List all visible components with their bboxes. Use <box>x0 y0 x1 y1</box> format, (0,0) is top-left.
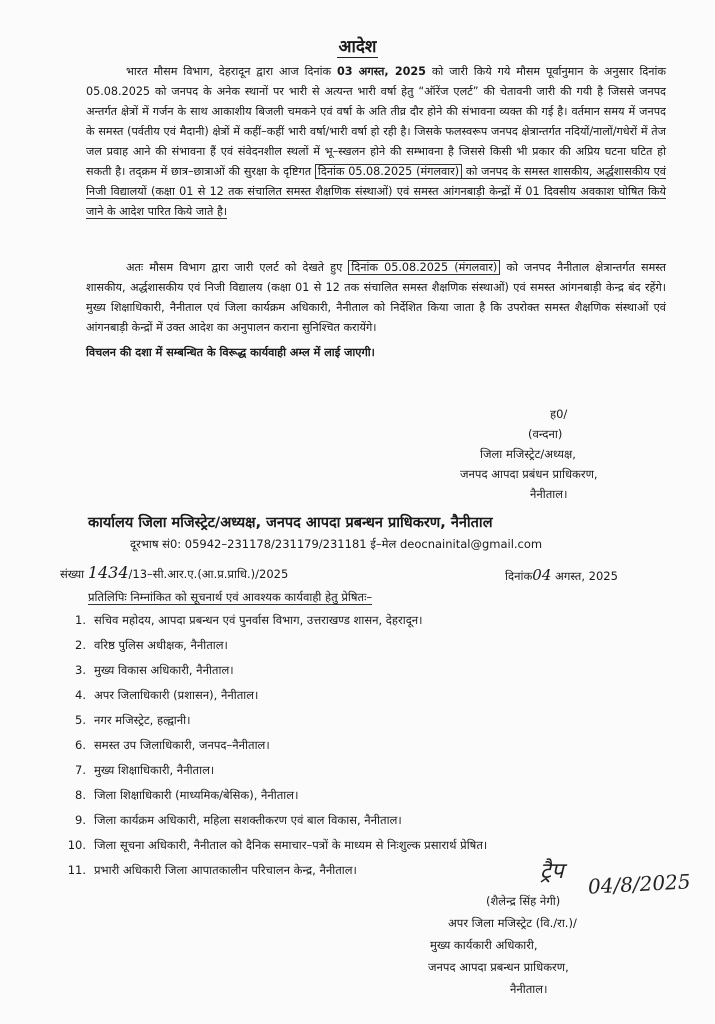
copy-recipient-item <box>50 688 690 713</box>
item-text: समस्त उप जिलाधिकारी, जनपद–नैनीताल। <box>94 738 270 752</box>
copy-recipient-item <box>50 613 690 638</box>
item-text: मुख्य शिक्षाधिकारी, नैनीताल। <box>94 763 215 777</box>
copy-recipient-item <box>50 738 690 763</box>
item-number: 8. <box>75 788 86 802</box>
holiday-date: दिनांक 05.08.2025 (मंगलवार) <box>315 164 462 179</box>
item-number: 9. <box>75 813 86 827</box>
item-text: जिला सूचना अधिकारी, नैनीताल को दैनिक समाचार–पत्रों के माध्यम से निःशुल्क प्रसारार्थ प्रेषित। <box>94 838 488 852</box>
item-text: अपर जिलाधिकारी (प्रशासन), नैनीताल। <box>94 688 259 702</box>
copy-recipient-item <box>50 813 690 838</box>
item-number: 7. <box>75 763 86 777</box>
letter-date: दिनांक04 अगस्त, 2025 <box>505 566 618 584</box>
item-text: जिला कार्यक्रम अधिकारी, महिला सशक्तीकरण एवं बाल विकास, नैनीताल। <box>94 813 402 827</box>
copy-heading: प्रतिलिपिः निम्नांकित को सूचनार्थ एवं आवश्यक कार्यवाही हेतु प्रेषितः– <box>88 590 373 604</box>
copy-recipient-item <box>50 838 690 863</box>
item-number: 2. <box>75 638 86 652</box>
item-number: 5. <box>75 713 86 727</box>
order-paragraph-2: अतः मौसम विभाग द्वारा जारी एलर्ट को देखते हुए दिनांक 05.08.2025 (मंगलवार) को जनपद नैनीताल क्षेत्रान्तर्गत समस्त शासकीय, अर्द्धशासकीय एवं निजी विद्यालय (कक्षा 01 से 12 तक संचालित समस्त शैक्षणिक संस्थाओं) एवं समस्त आंगनबाड़ी केन्द्र बंद रहेंगे। मुख्य शिक्षाधिकारी, नैनीताल एवं जिला कार्यक्रम अधिकारी, नैनीताल को निर्देशित किया जाता है कि उपरोक्त समस्त शैक्षणिक संस्थाओं एवं आंगनबाड़ी केन्द्रों में उक्त आदेश का अनुपालन कराना सुनिश्चित करायेंगे। <box>86 261 667 334</box>
item-number: 4. <box>75 688 86 702</box>
item-text: नगर मजिस्ट्रेट, हल्द्वानी। <box>94 713 191 727</box>
copy-recipient-item <box>50 638 690 663</box>
contact-line: दूरभाष सं0: 05942–231178/231179/231181 ई–मेल deocnainital@gmail.com <box>130 537 543 551</box>
copy-recipient-list <box>50 613 690 888</box>
item-number: 6. <box>75 738 86 752</box>
signatory-block-adm: (शैलेन्द्र सिंह नेगी) अपर जिला मजिस्ट्रेट (वि./रा.)/ मुख्य कार्यकारी अधिकारी, जनपद आपदा प्रबन्धन प्राधिकरण, नैनीताल। <box>428 894 577 996</box>
copy-recipient-item <box>50 663 690 688</box>
copy-recipient-item <box>50 713 690 738</box>
copy-recipient-item <box>50 788 690 813</box>
handwritten-signature: ट्रैप <box>540 859 564 884</box>
copy-recipient-item <box>50 763 690 788</box>
item-text: मुख्य विकास अधिकारी, नैनीताल। <box>94 663 234 677</box>
item-number: 10. <box>67 838 86 852</box>
forecast-date: 03 अगस्त, 2025 <box>337 65 426 78</box>
item-number: 11. <box>67 863 86 877</box>
handwritten-date: 04/8/2025 <box>587 869 692 899</box>
item-number: 1. <box>75 613 86 627</box>
item-text: जिला शिक्षाधिकारी (माध्यमिक/बेसिक), नैनीताल। <box>94 788 299 802</box>
office-heading: कार्यालय जिला मजिस्ट्रेट/अध्यक्ष, जनपद आपदा प्रबन्धन प्राधिकरण, नैनीताल <box>88 515 493 531</box>
item-text: प्रभारी अधिकारी जिला आपातकालीन परिचालन केन्द्र, नैनीताल। <box>94 863 357 877</box>
order-paragraph-1: भारत मौसम विभाग, देहरादून द्वारा आज दिनांक 03 अगस्त, 2025 को जारी किये गये मौसम पूर्वानुमान के अनुसार दिनांक 05.08.2025 को जनपद के अनेक स्थानों पर भारी से अत्यन्त भारी वर्षा हेतु “ऑरेंज एलर्ट” की चेतावनी जारी की गयी है जिससे जनपद अन्तर्गत क्षेत्रों में गर्जन के साथ आकाशीय बिजली चमकने एवं वर्षा के अति तीव्र दौर होने की संभावना व्यक्त की गई है। वर्तमान समय में जनपद के समस्त (पर्वतीय एवं मैदानी) क्षेत्रों में कहीं–कहीं भारी वर्षा/भारी वर्षा हो रही है। जिसके फलस्वरूप जनपद क्षेत्रान्तर्गत नदियों/नालों/गधेरों में तेज जल प्रवाह आने की संभावना हैं एवं संवेदनशील स्थलों में भू–स्खलन होने की सम्भावना है जिससे किसी भी प्रकार की अप्रिय घटना घटित हो सकती है। तद्क्रम में छात्र–छात्राओं की सुरक्षा के दृष्टिगत दिनांक 05.08.2025 (मंगलवार) को जनपद के समस्त शासकीय, अर्द्धशासकीय एवं निजी विद्यालयों (कक्षा 01 से 12 तक संचालित समस्त शैक्षणिक संस्थाओं) एवं समस्त आंगनबाड़ी केन्द्रों में 01 दिवसीय अवकाश घोषित किये जाने के आदेश पारित किये जाते है। <box>86 65 667 218</box>
signatory-block-dm: ह0/ (वन्दना) जिला मजिस्ट्रेट/अध्यक्ष, जनपद आपदा प्रबंधन प्राधिकरण, नैनीताल। <box>460 407 598 501</box>
item-text: सचिव महोदय, आपदा प्रबन्धन एवं पुनर्वास विभाग, उत्तराखण्ड शासन, देहरादून। <box>94 613 423 627</box>
order-paragraph-3: विचलन की दशा में सम्बन्धित के विरूद्ध कार्यवाही अम्ल में लाई जाएगी। <box>86 346 375 359</box>
document-title: आदेश <box>338 37 377 57</box>
letter-number: संख्या 1434/13–सी.आर.ए.(आ.प्र.प्राधि.)/2025 <box>60 563 289 582</box>
item-text: वरिष्ठ पुलिस अधीक्षक, नैनीताल। <box>94 638 228 652</box>
closure-date: दिनांक 05.08.2025 (मंगलवार) <box>348 260 500 275</box>
item-number: 3. <box>75 663 86 677</box>
